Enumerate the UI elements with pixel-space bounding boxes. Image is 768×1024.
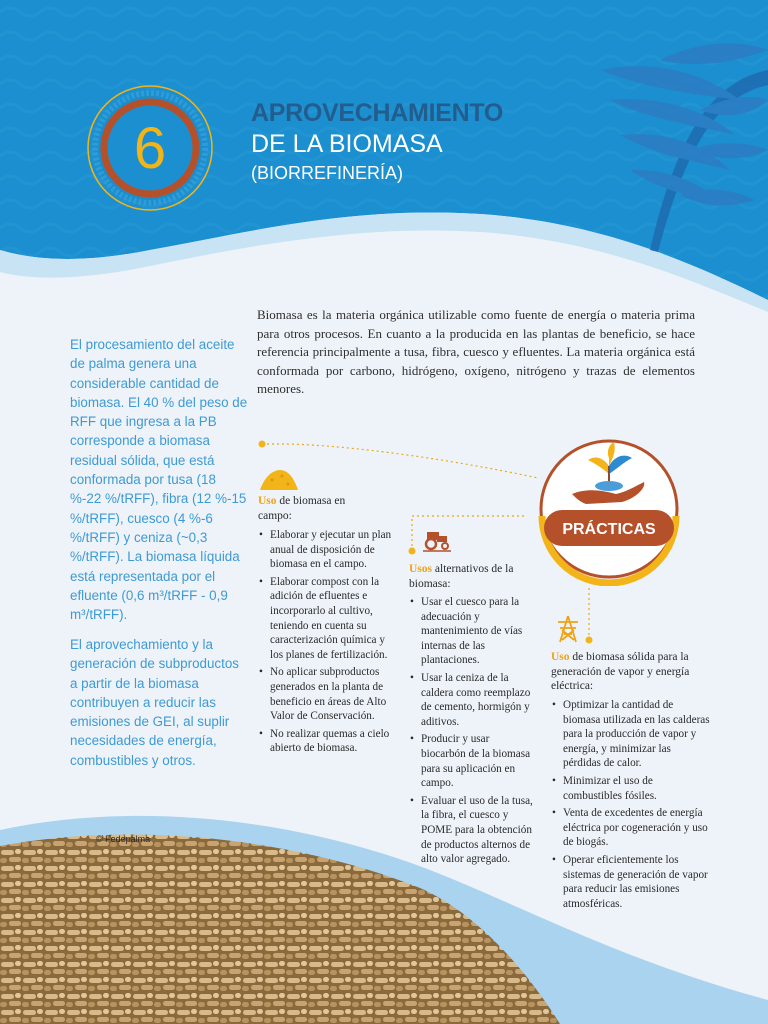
practicas-badge — [536, 436, 682, 586]
page-subtitle: (BIORREFINERÍA) — [251, 163, 404, 183]
column-3-list — [551, 698, 711, 914]
tractor-icon — [421, 526, 453, 552]
list-item: • Evaluar el uso de la tusa, la fibra, el cuesco y POME para la obtención de productos alternos de alto valor agregado. — [409, 794, 533, 867]
list-item: • Optimizar la cantidad de biomasa utilizada en las calderas para la producción de vapor y energía, y minimizar las pérdidas de calor. — [551, 698, 711, 771]
list-item: • No aplicar subproductos generados en la planta de beneficio en áreas de Alto Valor de Conservación. — [258, 665, 396, 723]
column-2-title: Usos alternativos de la biomasa: — [409, 563, 514, 590]
list-item: • Usar la ceniza de la caldera como reemplazo de cemento, hormigón y aditivos. — [409, 671, 533, 729]
intro-paragraph: Biomasa es la materia orgánica utilizable como fuente de energía o materia prima para otros procesos. En cuanto a la producida en las plantas de beneficio, se hace referencia principalmente a tusa, fibra, cuesco y efluentes. La materia orgánica está conformada por carbono, hidrógeno, oxígeno, nitrógeno y trazas de elementos menores. — [257, 307, 695, 396]
list-item: • Operar eficientemente los sistemas de generación de vapor para reducir las emisiones atmosféricas. — [551, 853, 711, 911]
list-item: • Minimizar el uso de combustibles fósiles. — [551, 774, 711, 803]
list-item: • Elaborar compost con la adición de efluentes e incorporarlo al cultivo, teniendo en cuenta su caracterización química y los planes de fertilización. — [258, 575, 396, 663]
chapter-number: 6 — [133, 115, 167, 181]
power-tower-icon — [556, 614, 580, 644]
column-1-title: Uso de biomasa en campo: — [258, 495, 346, 522]
column-1-list — [258, 528, 396, 759]
column-3-title: Uso de biomasa sólida para la generación de vapor y energía eléctrica: — [551, 651, 690, 692]
list-item: • Usar el cuesco para la adecuación y mantenimiento de vías internas de las plantaciones. — [409, 595, 533, 668]
page-title-line1: APROVECHAMIENTO — [251, 99, 504, 127]
column-2-list — [409, 595, 533, 870]
page-title-line2: DE LA BIOMASA — [251, 130, 443, 158]
badge-label: PRÁCTICAS — [562, 521, 656, 538]
sidebar-paragraph-2: El aprovechamiento y la generación de subproductos a partir de la biomasa contribuyen a reducir las emisiones de GEI, al suplir necesidades de energía, combustibles y otros. — [70, 637, 239, 768]
list-item: • Producir y usar biocarbón de la biomasa para su aplicación en campo. — [409, 732, 533, 790]
biomass-pile-icon — [258, 466, 300, 492]
list-item: • Elaborar y ejecutar un plan anual de disposición de biomasa en el campo. — [258, 528, 396, 572]
photo-credit: © Fedepalma — [96, 834, 151, 844]
list-item: • Venta de excedentes de energía eléctrica por cogeneración y uso de biogás. — [551, 806, 711, 850]
sidebar-paragraph-1: El procesamiento del aceite de palma genera una considerable cantidad de biomasa. El 40 % del peso de RFF que ingresa a la PB corresponde a biomasa residual sólida, que está conformada por tusa (18 %-22 %/tRFF), fibra (12 %-15 %/tRFF), cuesco (4 %-6 %/tRFF) y ceniza (~0,3 %/tRFF). La biomasa líquida está representada por el efluente (0,6 m³/tRFF - 0,9 m³/tRFF). — [70, 337, 248, 623]
list-item: • No realizar quemas a cielo abierto de biomasa. — [258, 727, 396, 756]
